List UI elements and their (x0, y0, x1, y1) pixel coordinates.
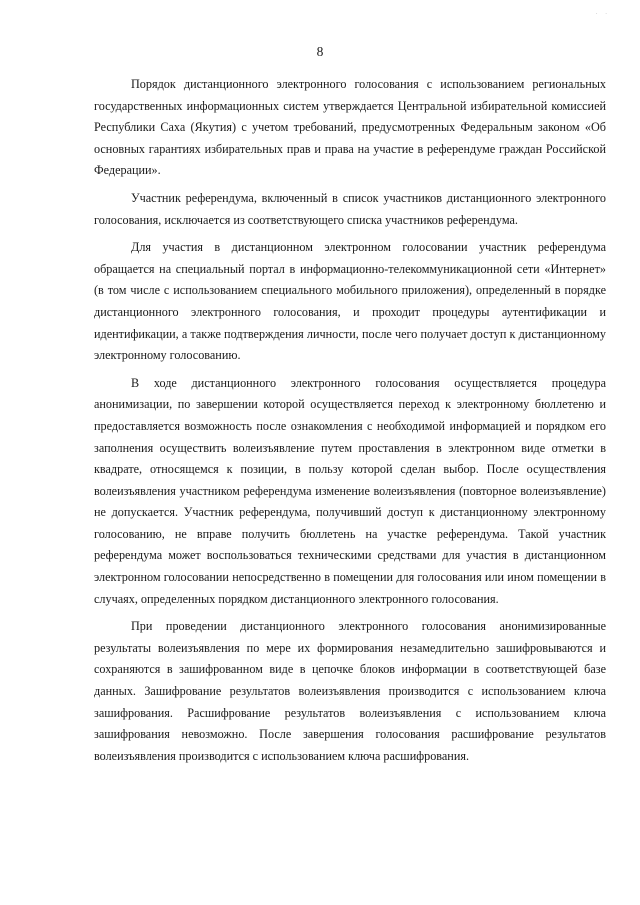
paragraph-voting-procedure: Порядок дистанционного электронного голосования с использованием региональных государственных информационных систем утверждается Центральной избирательной комиссией Республики Саха (Якутия) с учетом требований, предусмотренных Федеральным законом «Об основных гарантиях избирательных прав и права на участие в референдуме граждан Российской Федерации». (94, 77, 606, 178)
paragraph-exclusion-from-list: Участник референдума, включенный в список участников дистанционного электронного голосования, исключается из соответствующего списка участников референдума. (94, 190, 606, 227)
paragraph-portal-access: Для участия в дистанционном электронном голосовании участник референдума обращается на специальный портал в информационно-телекоммуникационной сети «Интернет» (в том числе с использованием специального мобильного приложения), определенный в порядке дистанционного электронного голосования, и проходит процедуры аутентификации и идентификации, а также подтверждения личности, после чего получает доступ к дистанционному электронному голосованию. (94, 240, 606, 363)
paragraph-anonymization: В ходе дистанционного электронного голосования осуществляется процедура анонимизации, по завершении которой осуществляется переход к электронному бюллетеню и предоставляется возможность после ознакомления с необходимой информацией и порядком его заполнения осуществить волеизъявление путем проставления в электронном виде отметки в квадрате, относящемся к позиции, в пользу которой сделан выбор. После осуществления волеизъявления участником референдума изменение волеизъявления (повторное волеизъявление) не допускается. Участник референдума, получивший доступ к дистанционному электронному голосованию, не вправе получить бюллетень на участке референдума. Такой участник референдума может воспользоваться техническими средствами для участия в дистанционном электронном голосовании непосредственно в помещении для голосования или ином помещении в случаях, определенных порядком дистанционного электронного голосования. (94, 375, 606, 606)
paragraph-encryption: При проведении дистанционного электронного голосования анонимизированные результаты волеизъявления по мере их формирования незамедлительно зашифровываются и сохраняются в зашифрованном виде в цепочке блоков информации в соответствующей базе данных. Зашифрование результатов волеизъявления производится с использованием ключа зашифрования. Расшифрование результатов волеизъявления с использованием ключа зашифрования невозможно. После завершения голосования расшифрование результатов волеизъявления производится с использованием ключа расшифрования. (94, 619, 606, 763)
document-body (94, 74, 606, 773)
corner-mark: . . (595, 8, 610, 16)
page-number: 8 (316, 44, 324, 59)
